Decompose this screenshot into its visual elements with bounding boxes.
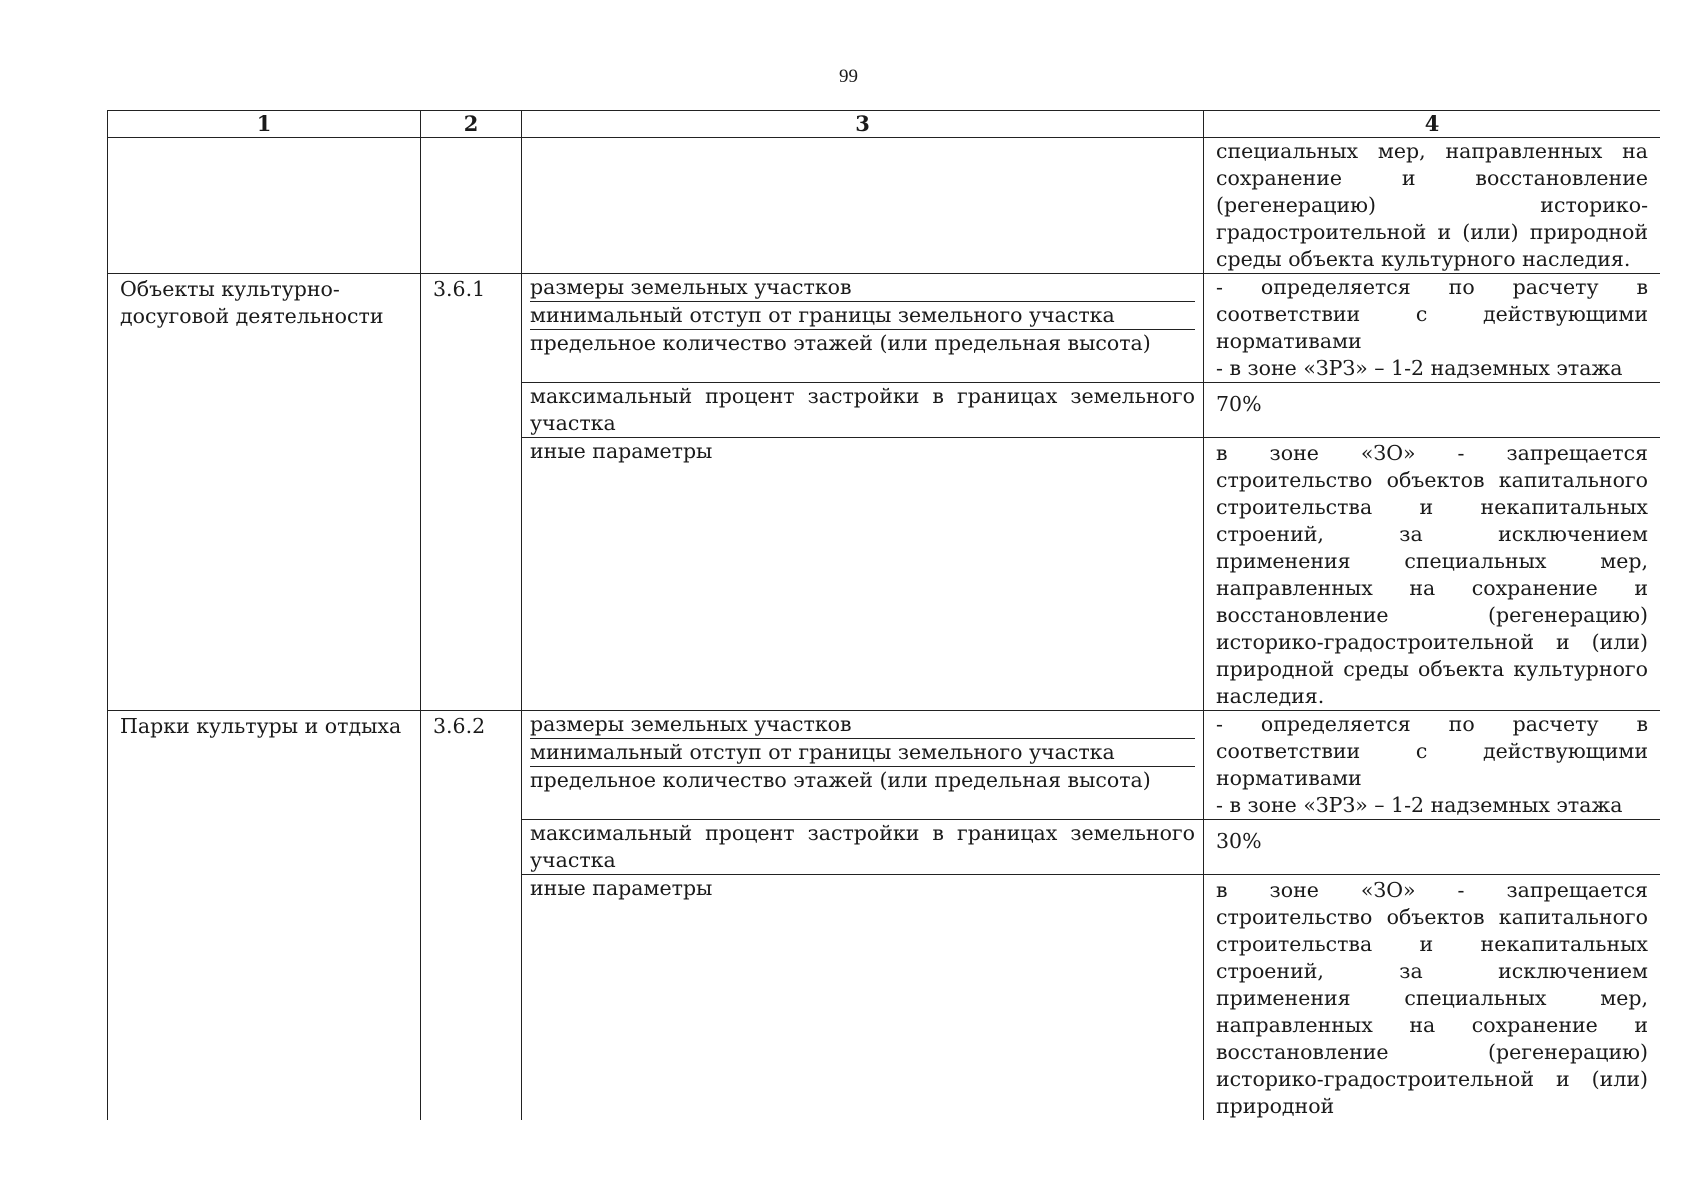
continued-cell-2 — [421, 138, 522, 274]
table-row-continued — [108, 138, 1661, 274]
use-type-name: Парки культуры и отдыха — [108, 711, 421, 1121]
group-value-text: - определяется по расчету в соответствии с действующими нормативами — [1216, 275, 1648, 353]
max-percent-label: максимальный процент застройки в границах земельного участка — [522, 383, 1204, 438]
continued-cell-4: специальных мер, направленных на сохранение и восстановление (регенерацию) историко-градостроительной и (или) природной среды объекта культурного наследия. — [1204, 138, 1661, 274]
param-label: предельное количество этажей (или предельная высота) — [530, 768, 1151, 792]
params-group-value — [1204, 274, 1661, 383]
use-type-name: Объекты культурно-досуговой деятельности — [108, 274, 421, 711]
header-col-4: 4 — [1204, 111, 1661, 138]
header-col-3: 3 — [522, 111, 1204, 138]
max-percent-label: максимальный процент застройки в границах земельного участка — [522, 820, 1204, 875]
params-group-value — [1204, 711, 1661, 820]
param-label: минимальный отступ от границы земельного участка — [530, 739, 1195, 767]
regulations-table — [107, 110, 1660, 1120]
other-params-label: иные параметры — [522, 438, 1204, 711]
header-col-2: 2 — [421, 111, 522, 138]
header-col-1: 1 — [108, 111, 421, 138]
use-type-code: 3.6.2 — [421, 711, 522, 1121]
param-label: предельное количество этажей (или предельная высота) — [530, 331, 1151, 355]
use-type-code: 3.6.1 — [421, 274, 522, 711]
table-row — [108, 711, 1661, 820]
other-params-label: иные параметры — [522, 875, 1204, 1121]
group-value-zone: - в зоне «ЗРЗ» – 1-2 надземных этажа — [1216, 793, 1623, 817]
max-percent-text: 30% — [1216, 829, 1262, 853]
max-percent-value — [1204, 820, 1661, 875]
param-label: размеры земельных участков — [530, 274, 1195, 302]
other-params-value: в зоне «ЗО» - запрещается строительство объектов капитального строительства и некапитальных строений, за исключением применения специальных мер, направленных на сохранение и восстановление (регенерацию) историко-градостроительной и (или) природной среды объекта культурного наследия. — [1204, 438, 1661, 711]
params-group-cell — [522, 274, 1204, 383]
other-params-value: в зоне «ЗО» - запрещается строительство объектов капитального строительства и некапитальных строений, за исключением применения специальных мер, направленных на сохранение и восстановление (регенерацию) историко-градостроительной и (или) природной — [1204, 875, 1661, 1121]
max-percent-text: 70% — [1216, 392, 1262, 416]
regulations-table-container — [107, 110, 1660, 1120]
param-label: минимальный отступ от границы земельного участка — [530, 302, 1195, 330]
table-row — [108, 274, 1661, 383]
group-value-zone: - в зоне «ЗРЗ» – 1-2 надземных этажа — [1216, 356, 1623, 380]
max-percent-value — [1204, 383, 1661, 438]
group-value-text: - определяется по расчету в соответствии с действующими нормативами — [1216, 712, 1648, 790]
header-row — [108, 111, 1661, 138]
page-number: 99 — [839, 66, 858, 87]
continued-cell-1 — [108, 138, 421, 274]
param-label: размеры земельных участков — [530, 711, 1195, 739]
params-group-cell — [522, 711, 1204, 820]
continued-cell-3 — [522, 138, 1204, 274]
